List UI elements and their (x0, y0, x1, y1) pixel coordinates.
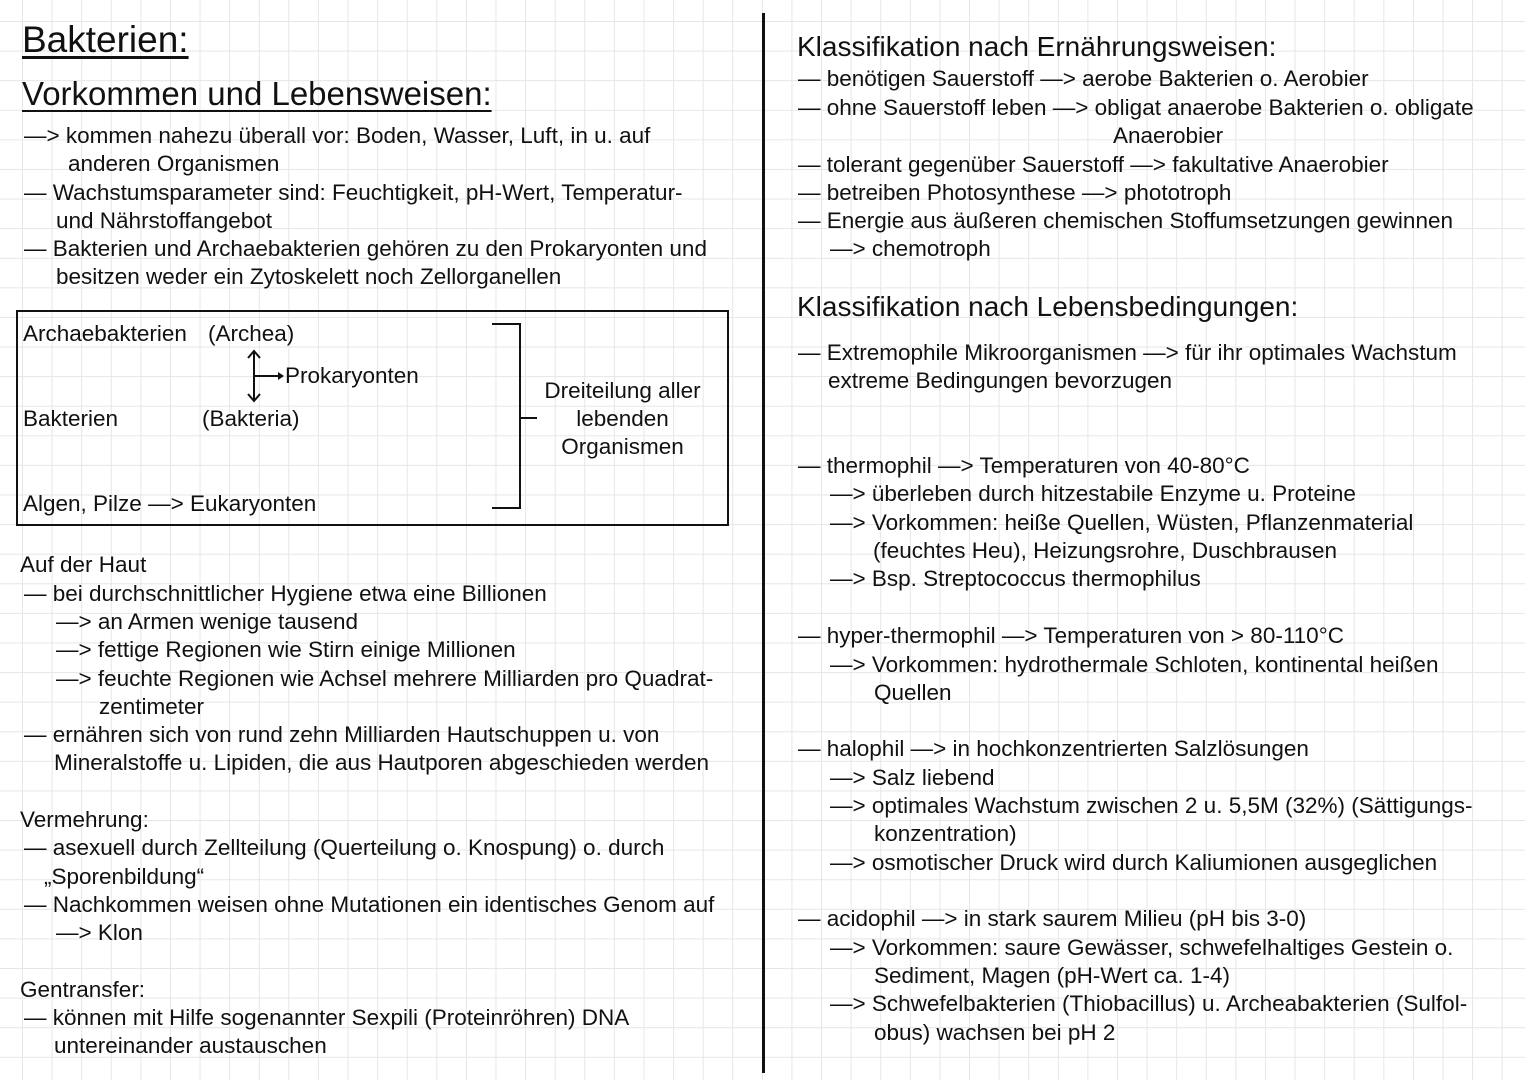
list-item: —> chemotroph (830, 236, 991, 261)
list-item-continuation: Sediment, Magen (pH-Wert ca. 1-4) (874, 963, 1230, 988)
list-item-continuation: extreme Bedingungen bevorzugen (828, 368, 1172, 393)
gene-transfer-heading: Gentransfer: (20, 977, 146, 1002)
list-item-continuation: Mineralstoffe u. Lipiden, die aus Hautporen abgeschieden werden (54, 750, 710, 775)
list-item-continuation: obus) wachsen bei pH 2 (874, 1020, 1116, 1045)
list-item: —> optimales Wachstum zwischen 2 u. 5,5M (32%) (Sättigungs- (830, 793, 1473, 818)
conditions-heading: Klassifikation nach Lebensbedingungen: (797, 291, 1299, 322)
list-item-continuation: Quellen (874, 680, 952, 705)
double-arrow-icon (240, 348, 285, 404)
archaebakterien-label: Archaebakterien (23, 321, 187, 346)
list-item: — hyper-thermophil —> Temperaturen von > 80-110°C (798, 623, 1344, 648)
list-item-continuation: untereinander austauschen (54, 1033, 327, 1058)
list-item: — acidophil —> in stark saurem Milieu (pH bis 3-0) (798, 906, 1307, 931)
list-item: — tolerant gegenüber Sauerstoff —> fakultative Anaerobier (798, 152, 1389, 177)
list-item-continuation: und Nährstoffangebot (56, 208, 273, 233)
list-item: —> an Armen wenige tausend (56, 609, 359, 634)
list-item: —> Schwefelbakterien (Thiobacillus) u. Archeabakterien (Sulfol- (830, 991, 1468, 1016)
list-item: — Bakterien und Archaebakterien gehören zu den Prokaryonten und (24, 236, 707, 261)
bracket-icon-bottom (492, 507, 521, 509)
list-item: — Nachkommen weisen ohne Mutationen ein identisches Genom auf (24, 892, 715, 917)
column-divider (762, 13, 765, 1073)
list-item-continuation: zentimeter (99, 694, 205, 719)
list-item: — benötigen Sauerstoff —> aerobe Bakterien o. Aerobier (798, 66, 1369, 91)
list-item: —> Vorkommen: heiße Quellen, Wüsten, Pflanzenmaterial (830, 510, 1414, 535)
skin-heading: Auf der Haut (20, 552, 147, 577)
summary-line: Organismen (561, 434, 684, 459)
list-item: — ernähren sich von rund zehn Milliarden Hautschuppen u. von (24, 722, 660, 747)
summary-line: lebenden (576, 406, 669, 431)
page-title: Bakterien: (22, 19, 189, 60)
section-title-occurrence: Vorkommen und Lebensweisen: (22, 75, 492, 112)
list-item: —> Vorkommen: hydrothermale Schloten, kontinental heißen (830, 652, 1439, 677)
list-item: — Energie aus äußeren chemischen Stoffumsetzungen gewinnen (798, 208, 1453, 233)
list-item: — Wachstumsparameter sind: Feuchtigkeit, pH-Wert, Temperatur- (24, 180, 683, 205)
list-item: —> Vorkommen: saure Gewässer, schwefelhaltiges Gestein o. (830, 935, 1454, 960)
three-domain-summary (530, 377, 715, 461)
list-item: — bei durchschnittlicher Hygiene etwa eine Billionen (24, 581, 547, 606)
prokaryonten-label: Prokaryonten (285, 363, 419, 388)
reproduction-heading: Vermehrung: (20, 807, 149, 832)
bakteria-latin-label: (Bakteria) (202, 406, 300, 431)
summary-line: Dreiteilung aller (544, 378, 701, 403)
list-item: — halophil —> in hochkonzentrierten Salzlösungen (798, 736, 1309, 761)
list-item: —> kommen nahezu überall vor: Boden, Wasser, Luft, in u. auf (24, 123, 651, 148)
bracket-icon-top (492, 323, 521, 325)
list-item: —> Bsp. Streptococcus thermophilus (830, 566, 1201, 591)
list-item: —> feuchte Regionen wie Achsel mehrere Milliarden pro Quadrat- (56, 666, 714, 691)
list-item: — betreiben Photosynthese —> phototroph (798, 180, 1232, 205)
list-item: — ohne Sauerstoff leben —> obligat anaerobe Bakterien o. obligate (798, 95, 1474, 120)
list-item-continuation: Anaerobier (1113, 123, 1224, 148)
list-item-continuation: konzentration) (874, 821, 1017, 846)
list-item: —> osmotischer Druck wird durch Kaliumionen ausgeglichen (830, 850, 1438, 875)
archea-latin-label: (Archea) (208, 321, 295, 346)
bakterien-label: Bakterien (23, 406, 119, 431)
list-item: —> fettige Regionen wie Stirn einige Millionen (56, 637, 516, 662)
list-item-continuation: (feuchtes Heu), Heizungsrohre, Duschbrausen (873, 538, 1337, 563)
list-item: —> überleben durch hitzestabile Enzyme u. Proteine (830, 481, 1356, 506)
list-item: — Extremophile Mikroorganismen —> für ihr optimales Wachstum (798, 340, 1457, 365)
list-item: — können mit Hilfe sogenannter Sexpili (Proteinröhren) DNA (24, 1005, 630, 1030)
list-item: — thermophil —> Temperaturen von 40-80°C (798, 453, 1250, 478)
list-item: — asexuell durch Zellteilung (Querteilung o. Knospung) o. durch (24, 835, 665, 860)
list-item-continuation: anderen Organismen (68, 151, 280, 176)
nutrition-heading: Klassifikation nach Ernährungsweisen: (797, 31, 1277, 62)
list-item: —> Salz liebend (830, 765, 995, 790)
list-item-continuation: „Sporenbildung“ (44, 864, 205, 889)
eukaryonten-label: Algen, Pilze —> Eukaryonten (23, 491, 317, 516)
list-item: —> Klon (56, 920, 143, 945)
list-item-continuation: besitzen weder ein Zytoskelett noch Zellorganellen (56, 264, 562, 289)
